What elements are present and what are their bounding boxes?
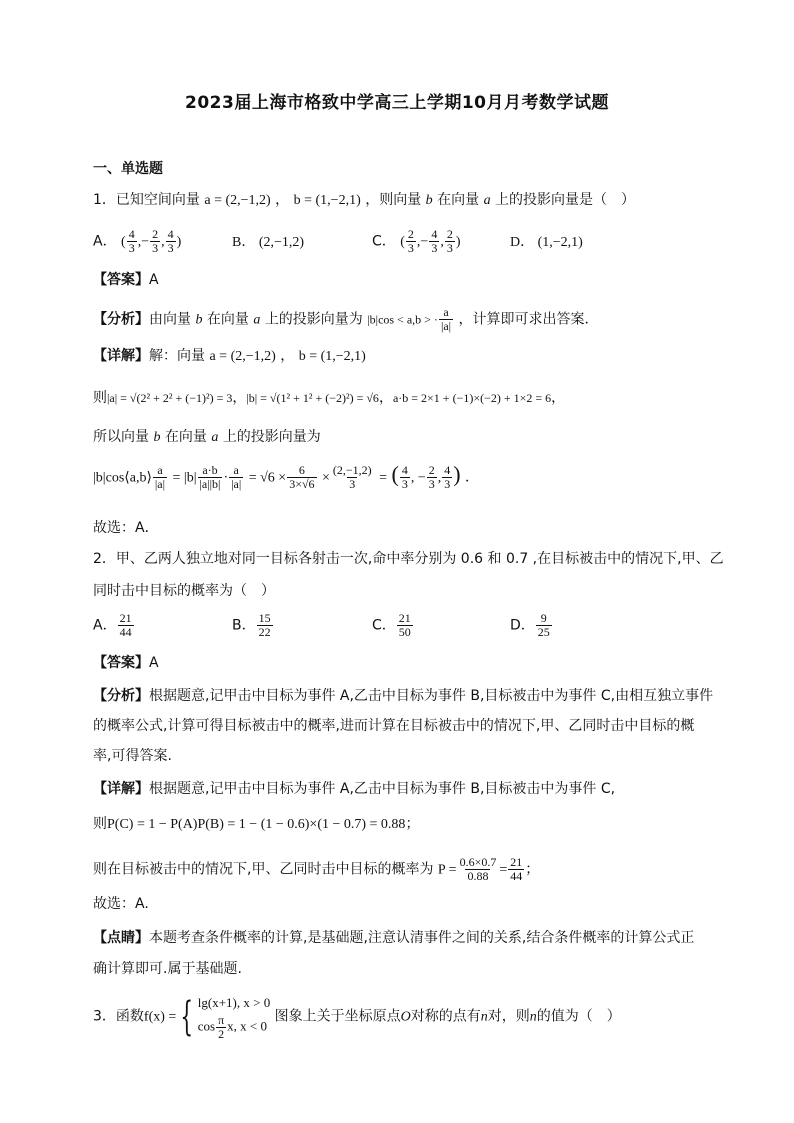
q2-detail-line2 — [93, 814, 419, 835]
q2-detail2-formula: P(C) = 1 − P(A)P(B) = 1 − (1 − 0.6)×(1 − 0.7) = 0.88 — [107, 817, 406, 832]
q1-line2-c: ， — [232, 390, 247, 406]
q1-option-c-label: C． — [372, 233, 396, 250]
q2-stem-line1: 2．甲、乙两人独立地对同一目标各射击一次,命中率分别为 0.6 和 0.7 ,在目标被击中的情况下,甲、乙 — [93, 551, 724, 567]
frac-num: 15 — [258, 611, 271, 625]
frac-num: 21 — [398, 611, 411, 625]
q1-option-c-paren-left: ( — [400, 234, 405, 250]
q3-cases — [198, 992, 270, 1041]
q1-formula-frac6 — [400, 464, 410, 491]
brace-icon: { — [180, 993, 194, 1040]
frac-den: 3 — [128, 241, 135, 255]
frac-den: 3 — [349, 477, 356, 491]
q2-option-d-label: D． — [510, 617, 535, 634]
q1-line2-d: |b| = √(1² + 1² + (−2)²) = √6 — [246, 391, 379, 405]
q1-analysis — [93, 306, 599, 333]
q1-analysis-g: ，计算即可求出答案． — [458, 311, 599, 328]
analysis-tag: 【分析】 — [93, 688, 149, 704]
q2-option-c-frac — [397, 612, 413, 639]
q2-comment-line2: 确计算即可.属于基础题. — [93, 961, 242, 977]
q1-detail-line3 — [93, 427, 321, 448]
q2-detail-1: 根据题意,记甲击中目标为事件 A,乙击中目标为事件 B,目标被击中为事件 C, — [149, 781, 616, 797]
q1-formula-frac4 — [287, 464, 316, 491]
frac-num: 21 — [119, 611, 132, 625]
frac-num: a — [157, 463, 163, 477]
answer-tag: 【答案】 — [93, 272, 149, 288]
q1-option-d — [510, 232, 583, 253]
q1-analysis-frac — [439, 306, 453, 333]
q2-detail3-c: ； — [525, 861, 540, 878]
q1-analysis-a: 由向量 — [149, 311, 191, 328]
detail-tag: 【详解】 — [93, 781, 149, 797]
q1-formula-sep1: , − — [410, 470, 426, 486]
q1-detail-sep: ， — [280, 348, 295, 364]
frac-num: a — [233, 463, 239, 477]
q2-option-c — [372, 612, 414, 639]
q3-stem — [93, 992, 621, 1041]
q1-option-c-sep1: ,− — [416, 234, 429, 250]
frac-den: 3 — [152, 241, 159, 255]
frac-num: 4 — [128, 227, 135, 241]
q3-stem-d: 对，则 — [487, 1008, 530, 1025]
q1-sep: ， — [275, 192, 290, 208]
q1-option-a-paren-right: ) — [176, 234, 182, 250]
comment-tag: 【点睛】 — [93, 930, 149, 946]
q2-detail3-eq: = — [499, 862, 508, 878]
q1-option-a-label: A． — [93, 233, 117, 250]
frac-den: 3 — [431, 241, 438, 255]
q1-formula-frac8 — [442, 464, 452, 491]
q2-option-a-frac — [118, 612, 134, 639]
q1-line2-f: a·b = 2×1 + (−1)×(−2) + 1×2 = 6 — [392, 391, 552, 405]
q1-detail — [93, 346, 366, 367]
frac-num: 21 — [510, 855, 523, 869]
analysis-tag: 【分析】 — [93, 311, 149, 328]
section-label: 一、单选题 — [93, 161, 163, 177]
q2-option-a-label: A． — [93, 617, 117, 634]
q1-line3-b: b — [153, 430, 161, 445]
q1-option-c-frac1 — [406, 228, 416, 255]
frac-den: 2 — [218, 1027, 225, 1041]
page-title: 2023届上海市格致中学高三上学期10月月考数学试题 — [185, 93, 609, 113]
frac-den: 3 — [407, 241, 414, 255]
frac-den: 44 — [119, 625, 132, 639]
q1-detail-line2 — [93, 388, 565, 408]
q3-stem-b: 图象上关于坐标原点 — [274, 1008, 401, 1025]
q1-line3-a: 所以向量 — [93, 429, 149, 445]
q2-detail3-p: P = — [437, 862, 457, 878]
q1-stem-b: ，则向量 — [365, 192, 422, 208]
frac-num: 4 — [444, 463, 451, 477]
q3-case2-frac — [216, 1014, 226, 1041]
q1-detail-va: a = (2,−1,2) — [209, 349, 276, 364]
q1-answer — [93, 270, 159, 290]
q1-option-a-sep1: ,− — [137, 234, 150, 250]
q1-formula-end: ． — [465, 469, 480, 486]
q3-stem-a: 3．函数 — [93, 1008, 144, 1025]
q2-comment-line1 — [93, 928, 694, 948]
frac-num: 2 — [428, 463, 435, 477]
q3-case2 — [198, 1014, 270, 1041]
q2-option-b-frac — [257, 612, 273, 639]
q1-option-c-paren-right: ) — [455, 234, 461, 250]
section-heading — [93, 159, 163, 179]
q1-option-a-paren-left: ( — [121, 234, 126, 250]
q3-function: f(x) = — [143, 1009, 177, 1025]
q2-stem-line2: 同时击中目标的概率为（ ） — [93, 583, 275, 599]
frac-num: 4 — [401, 463, 408, 477]
q2-detail-line1 — [93, 779, 615, 799]
q1-option-c-frac3 — [445, 228, 455, 255]
q3-case2-b: x, x < 0 — [227, 1018, 268, 1034]
q1-formula-part6: = — [379, 470, 388, 486]
frac-den: 3 — [428, 477, 435, 491]
q3-origin: O — [400, 1009, 411, 1025]
q1-formula-frac1 — [153, 464, 167, 491]
q1-formula-part4: = √6 × — [248, 470, 287, 486]
q3-case1: lg(x+1), x > 0 — [197, 995, 271, 1010]
q1-analysis-d: a — [253, 312, 261, 328]
frac-den: 3 — [401, 477, 408, 491]
q2-answer-value: A — [149, 655, 159, 671]
q2-option-d-frac — [536, 612, 552, 639]
frac-num: 6 — [298, 463, 305, 477]
q2-analysis-line3: 率,可得答案. — [93, 748, 172, 764]
q1-option-a-sep2: , — [161, 234, 165, 250]
q2-detail3-frac1 — [458, 856, 499, 883]
q2-detail2-c: ； — [405, 816, 420, 832]
q1-projection-formula: |b|cos⟨a,b⟩ $\frac{a}{|a|}$ = |b| $\frac{a\cdot b}{|a||b|}$ · $\frac{a}{|a|}$ = √6 × $\frac{6}{3\times√6}$ × $\frac{(2,-1,2)}{3}$ = ( $\frac{4}{3}$ , − $\frac{2}{3}$ , $\frac{4}{3}$ ) ． — [93, 461, 480, 491]
q1-conclusion: 故选：A． — [93, 520, 159, 536]
q1-formula-sep2: , — [437, 470, 442, 486]
frac-num: 2 — [407, 227, 414, 241]
frac-num: a — [443, 305, 449, 319]
frac-num: a·b — [202, 463, 218, 477]
q1-b: b — [425, 193, 433, 208]
q1-stem-d: 上的投影向量是（ ） — [495, 192, 636, 208]
q1-stem-c: 在向量 — [437, 192, 480, 208]
frac-den: |a| — [231, 477, 242, 491]
q1-analysis-b: b — [195, 312, 203, 328]
q3-n: n — [480, 1009, 488, 1025]
q2-option-b-label: B． — [232, 617, 256, 634]
q1-formula-part2: = |b| — [172, 470, 197, 486]
q1-vector-b: b = (1,−2,1) — [293, 193, 361, 208]
frac-den: 22 — [258, 625, 271, 639]
q1-analysis-e: 上的投影向量为 — [264, 311, 363, 328]
q2-option-b — [232, 612, 274, 639]
frac-den: |a| — [154, 477, 166, 491]
q1-formula-frac5 — [331, 464, 374, 491]
frac-den: 0.88 — [467, 869, 489, 883]
frac-den: 50 — [398, 625, 411, 639]
q1-formula-paren-left: ( — [391, 461, 399, 487]
q1-analysis-formula: |b|cos < a,b > · — [367, 312, 438, 327]
q1-detail-a: 解：向量 — [149, 348, 205, 364]
q1-formula-paren-right: ) — [453, 461, 461, 487]
q3-stem-c: 对称的点有 — [410, 1008, 481, 1025]
q2-analysis-line2: 的概率公式,计算可得目标被击中的概率,进而计算在目标被击中的情况下,甲、乙同时击中目标的概 — [93, 718, 695, 734]
q1-option-a-frac1 — [127, 228, 137, 255]
q1-option-c — [372, 228, 460, 255]
q3-n2: n — [529, 1009, 537, 1025]
frac-num: π — [218, 1013, 225, 1027]
q1-option-a-frac3 — [166, 228, 176, 255]
q1-option-b — [232, 232, 304, 253]
frac-den: 25 — [537, 625, 550, 639]
q2-option-d — [510, 612, 553, 639]
q1-option-d-text: D． (1,−2,1) — [510, 235, 583, 250]
q3-stem-e: 的值为（ ） — [536, 1008, 621, 1025]
q1-a: a — [483, 193, 491, 208]
q2-detail-line3 — [93, 856, 539, 883]
q1-formula-frac7 — [427, 464, 437, 491]
frac-num: 9 — [540, 611, 547, 625]
q1-detail-vb: b = (1,−2,1) — [298, 349, 366, 364]
q1-option-a-frac2 — [150, 228, 160, 255]
q1-option-b-text: B． (2,−1,2) — [232, 235, 305, 250]
q1-line3-e: 上的投影向量为 — [222, 429, 321, 445]
frac-num: 0.6×0.7 — [459, 855, 497, 869]
q2-analysis-1: 根据题意,记甲击中目标为事件 A,乙击中目标为事件 B,目标被击中为事件 C,由相互独立事件 — [149, 688, 714, 704]
frac-den: |a||b| — [199, 477, 221, 491]
q1-line2-e: ， — [378, 390, 393, 406]
q1-line2-g: ， — [551, 390, 566, 406]
q1-option-c-sep2: , — [440, 234, 444, 250]
frac-num: 2 — [446, 227, 453, 241]
answer-tag: 【答案】 — [93, 655, 149, 671]
q1-answer-value: A — [149, 272, 159, 288]
q1-formula-part5: × — [322, 470, 330, 486]
q1-stem — [93, 190, 635, 211]
frac-den: 3 — [444, 477, 451, 491]
q2-detail2-a: 则 — [93, 816, 107, 832]
detail-tag: 【详解】 — [93, 348, 149, 364]
frac-num: 4 — [431, 227, 438, 241]
q1-line3-c: 在向量 — [164, 429, 207, 445]
q1-formula-frac2 — [198, 464, 223, 491]
frac-num: 4 — [167, 227, 174, 241]
q2-analysis-line1 — [93, 686, 713, 706]
frac-den: 44 — [510, 869, 523, 883]
q1-vector-a: a = (2,−1,2) — [204, 193, 271, 208]
q1-option-a — [93, 228, 181, 255]
q2-detail3-a: 则在目标被击中的情况下,甲、乙同时击中目标的概率为 — [93, 861, 434, 878]
q2-option-c-label: C． — [372, 617, 396, 634]
q1-stem-a: 1．已知空间向量 — [93, 192, 200, 208]
q1-formula-frac3 — [229, 464, 243, 491]
q2-option-a — [93, 612, 135, 639]
q1-line2-a: 则 — [93, 390, 107, 406]
frac-den: 3×√6 — [289, 477, 315, 491]
q1-line3-d: a — [211, 430, 219, 445]
q2-answer — [93, 653, 159, 673]
frac-den: |a| — [440, 319, 452, 333]
frac-den: 3 — [167, 241, 174, 255]
frac-num: (2,−1,2) — [332, 463, 372, 477]
q1-line2-b: |a| = √(2² + 2² + (−1)²) = 3 — [107, 391, 233, 405]
q1-option-c-frac2 — [429, 228, 439, 255]
q2-detail3-frac2 — [508, 856, 524, 883]
q3-case2-cos: cos — [197, 1018, 216, 1034]
frac-den: 3 — [446, 241, 453, 255]
q2-comment-1: 本题考查条件概率的计算,是基础题,注意认清事件之间的关系,结合条件概率的计算公式正 — [149, 930, 695, 946]
q1-formula-part1: |b|cos⟨a,b⟩ — [93, 470, 152, 486]
frac-num: 2 — [152, 227, 159, 241]
q2-conclusion: 故选：A. — [93, 896, 149, 912]
q1-analysis-c: 在向量 — [206, 311, 249, 328]
